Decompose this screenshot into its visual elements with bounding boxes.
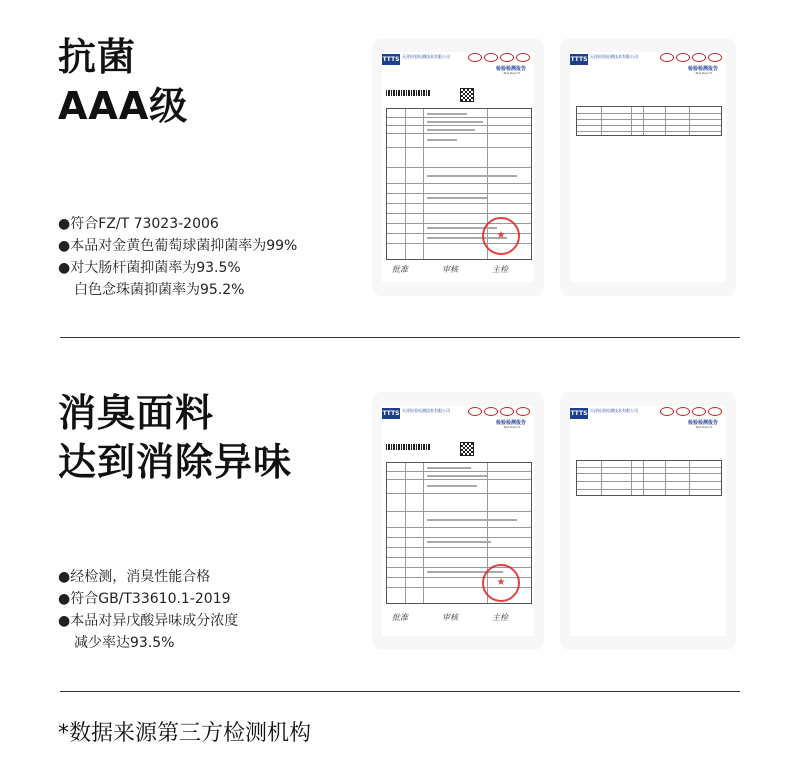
section-divider	[60, 337, 740, 338]
bullet-item: ●对大肠杆菌抑菌率为93.5%	[58, 260, 241, 276]
report-logo: TTTS	[570, 410, 588, 417]
section-divider	[60, 691, 740, 692]
bullet-list	[58, 213, 297, 301]
bullet-list	[58, 566, 238, 654]
bullet-item: ●本品对异戊酸异味成分浓度	[58, 613, 239, 629]
signature: 批准	[392, 265, 408, 274]
signature: 主检	[492, 613, 508, 622]
bullet-item: 减少率达93.5%	[74, 635, 175, 651]
report-logo: TTTS	[382, 410, 400, 417]
barcode	[386, 444, 430, 450]
report-subtitle: Test Report	[695, 425, 712, 429]
section-title-line2: AAA级	[58, 84, 189, 128]
bullet-item: ●经检测，消臭性能合格	[58, 569, 211, 585]
report-title: 检验检测报告	[687, 66, 718, 72]
report-logo: TTTS	[570, 56, 588, 63]
official-stamp	[482, 217, 520, 255]
report-subtitle: Test Report	[503, 71, 520, 75]
barcode	[386, 90, 430, 96]
cert-seals	[468, 53, 530, 62]
test-report-page	[570, 52, 726, 282]
section-title-line1: 抗菌	[58, 35, 137, 79]
cert-seals	[660, 53, 722, 62]
report-org: 天祥检验检测技术有限公司	[402, 54, 450, 59]
test-report-card	[560, 392, 736, 650]
signature: 主检	[492, 265, 508, 274]
qr-code	[460, 442, 474, 456]
report-logo: TTTS	[382, 56, 400, 63]
report-title: 检验检测报告	[495, 420, 526, 426]
bullet-item: ●符合GB/T33610.1-2019	[58, 591, 231, 607]
report-subtitle: Test Report	[695, 71, 712, 75]
report-org: 天祥检验检测技术有限公司	[590, 54, 638, 59]
bullet-item: 白色念珠菌抑菌率为95.2%	[74, 282, 245, 298]
report-org: 天祥检验检测技术有限公司	[590, 408, 638, 413]
section-title-line1: 消臭面料	[58, 391, 215, 435]
signature: 审核	[442, 265, 458, 274]
test-report-page	[382, 406, 534, 636]
test-report-card	[560, 38, 736, 296]
test-report-card	[372, 392, 544, 650]
bullet-item: ●符合FZ/T 73023-2006	[58, 216, 219, 232]
signature: 审核	[442, 613, 458, 622]
official-stamp	[482, 564, 520, 602]
signature: 批准	[392, 613, 408, 622]
test-report-page	[570, 406, 726, 636]
section-title-line2: 达到消除异味	[58, 440, 293, 484]
report-subtitle: Test Report	[503, 425, 520, 429]
qr-code	[460, 88, 474, 102]
test-report-card	[372, 38, 544, 296]
report-org: 天祥检验检测技术有限公司	[402, 408, 450, 413]
results-table	[576, 460, 722, 496]
data-source-footnote: *数据来源第三方检测机构	[58, 721, 312, 746]
test-report-page	[382, 52, 534, 282]
results-table	[576, 106, 722, 136]
cert-seals	[468, 407, 530, 416]
report-title: 检验检测报告	[687, 420, 718, 426]
report-title: 检验检测报告	[495, 66, 526, 72]
cert-seals	[660, 407, 722, 416]
bullet-item: ●本品对金黄色葡萄球菌抑菌率为99%	[58, 238, 298, 254]
